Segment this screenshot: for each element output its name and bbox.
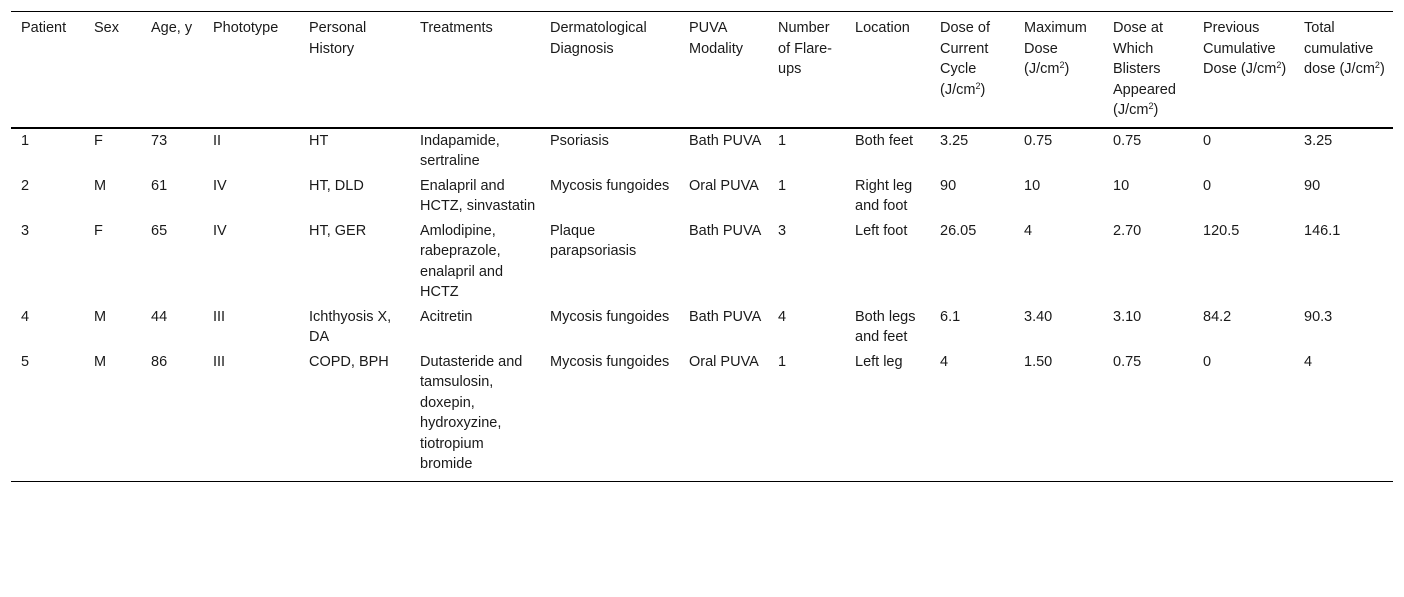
column-header xyxy=(299,12,410,128)
column-header-label: Maximum Dose (J/cm xyxy=(1024,20,1087,77)
column-header xyxy=(203,12,299,128)
column-header-label: Total cumulative dose (J/cm xyxy=(1304,20,1375,77)
table-row xyxy=(11,350,1393,482)
column-header xyxy=(679,12,768,128)
table-cell: 4 xyxy=(1024,222,1033,239)
column-header xyxy=(1103,12,1193,128)
column-header xyxy=(540,12,679,128)
column-header-label: PUVA Modality xyxy=(689,20,743,57)
table-body xyxy=(11,128,1393,482)
column-header-label: Dermatological Diagnosis xyxy=(550,20,647,57)
table-cell: 1 xyxy=(21,132,30,149)
table-cell: 90 xyxy=(1304,177,1321,194)
column-header-label: Age, y xyxy=(151,20,193,36)
column-header xyxy=(1294,12,1393,128)
table-cell: HT, DLD xyxy=(309,177,364,194)
column-header xyxy=(11,12,84,128)
table-cell: 5 xyxy=(21,353,30,370)
table-cell: 3 xyxy=(778,222,787,239)
unit-exponent: 2 xyxy=(975,80,981,91)
table-cell: 3.40 xyxy=(1024,308,1053,325)
table-row xyxy=(11,128,1393,174)
column-header-label: Location xyxy=(855,20,910,36)
table-cell: Dutasteride and tamsulosin, doxepin, hydroxyzine, tiotropium bromide xyxy=(420,353,523,472)
table-cell: M xyxy=(94,308,107,325)
table-cell: 44 xyxy=(151,308,168,325)
table-cell: Bath PUVA xyxy=(689,222,762,239)
table-cell: F xyxy=(94,132,103,149)
unit-exponent: 2 xyxy=(1276,60,1282,70)
table-cell: F xyxy=(94,222,103,239)
table-cell: 90.3 xyxy=(1304,308,1333,325)
table-row xyxy=(11,174,1393,219)
column-header xyxy=(1014,12,1103,128)
table-cell: 3.25 xyxy=(1304,132,1333,149)
column-header-label: Number of Flare-ups xyxy=(778,20,832,77)
table-cell: 2.70 xyxy=(1113,222,1142,239)
unit-suffix: ) xyxy=(1064,61,1070,77)
table-cell: Psoriasis xyxy=(550,132,609,149)
table-cell: 120.5 xyxy=(1203,222,1240,239)
column-header-label: Patient xyxy=(21,20,67,36)
table-cell: III xyxy=(213,353,226,370)
table-cell: 4 xyxy=(940,353,949,370)
table-cell: 1.50 xyxy=(1024,353,1053,370)
table-cell: Plaque parapsoriasis xyxy=(550,222,637,259)
table-cell: 1 xyxy=(778,177,787,194)
table-cell: 0 xyxy=(1203,177,1212,194)
table-cell: Oral PUVA xyxy=(689,353,759,370)
table-cell: 146.1 xyxy=(1304,222,1341,239)
unit-suffix: ) xyxy=(1153,102,1159,118)
column-header xyxy=(845,12,930,128)
table-cell: 4 xyxy=(778,308,787,325)
table-cell: 0.75 xyxy=(1024,132,1053,149)
table-cell: 4 xyxy=(21,308,30,325)
table-cell: 61 xyxy=(151,177,168,194)
column-header-label: Treatments xyxy=(420,20,493,36)
column-header xyxy=(410,12,540,128)
table-cell: 1 xyxy=(778,132,787,149)
unit-exponent: 2 xyxy=(1059,60,1065,70)
table-cell: Amlodipine, rabeprazole, enalapril and HCTZ xyxy=(420,222,504,300)
table-cell: Mycosis fungoides xyxy=(550,308,670,325)
table-cell: Acitretin xyxy=(420,308,473,325)
table-cell: 73 xyxy=(151,132,168,149)
column-header-label: Dose of Current Cycle (J/cm xyxy=(940,20,990,98)
column-header-label: Dose at Which Blisters Appeared (J/cm xyxy=(1113,20,1176,118)
unit-suffix: ) xyxy=(1281,61,1287,77)
table-cell: Mycosis fungoides xyxy=(550,177,670,194)
table-cell: Left foot xyxy=(855,222,908,239)
unit-suffix: ) xyxy=(980,81,986,98)
table-cell: Oral PUVA xyxy=(689,177,759,194)
table-cell: 90 xyxy=(940,177,957,194)
column-header-label: Previous Cumulative Dose (J/cm xyxy=(1203,20,1277,77)
column-header xyxy=(768,12,845,128)
table-row xyxy=(11,305,1393,350)
table-cell: COPD, BPH xyxy=(309,353,389,370)
table-cell: Indapamide, sertraline xyxy=(420,132,500,169)
table-cell: II xyxy=(213,132,222,149)
table-cell: 2 xyxy=(21,177,30,194)
unit-exponent: 2 xyxy=(1148,101,1154,111)
table-cell: Left leg xyxy=(855,353,903,370)
table-cell: 6.1 xyxy=(940,308,961,325)
table-cell: HT xyxy=(309,132,329,149)
table-cell: 3.10 xyxy=(1113,308,1142,325)
table-cell: Bath PUVA xyxy=(689,132,762,149)
table-cell: Bath PUVA xyxy=(689,308,762,325)
table-cell: 86 xyxy=(151,353,168,370)
table-cell: M xyxy=(94,353,107,370)
table-cell: 0.75 xyxy=(1113,353,1142,370)
column-header xyxy=(141,12,203,128)
table-cell: Enalapril and HCTZ, sinvastatin xyxy=(420,177,536,214)
table-cell: Right leg and foot xyxy=(855,177,913,214)
table-cell: 26.05 xyxy=(940,222,977,239)
table-cell: 65 xyxy=(151,222,168,239)
column-header-label: Phototype xyxy=(213,20,279,36)
column-header xyxy=(84,12,141,128)
table-cell: HT, GER xyxy=(309,222,367,239)
table-cell: 10 xyxy=(1113,177,1130,194)
column-header xyxy=(930,12,1014,128)
table-cell: IV xyxy=(213,222,227,239)
table-header-row xyxy=(11,12,1393,128)
column-header xyxy=(1193,12,1294,128)
unit-exponent: 2 xyxy=(1374,60,1380,70)
table-cell: 10 xyxy=(1024,177,1041,194)
table-cell: 3 xyxy=(21,222,30,239)
patient-characteristics-table xyxy=(11,11,1393,482)
column-header-label: Personal History xyxy=(309,20,367,57)
table-cell: 0.75 xyxy=(1113,132,1142,149)
table-cell: Both legs and feet xyxy=(855,308,916,345)
table-cell: Mycosis fungoides xyxy=(550,353,670,370)
table-cell: 3.25 xyxy=(940,132,969,149)
table-cell: Ichthyosis X, DA xyxy=(309,308,392,345)
table-cell: Both feet xyxy=(855,132,914,149)
table-cell: IV xyxy=(213,177,227,194)
table-row xyxy=(11,219,1393,305)
table-cell: 0 xyxy=(1203,353,1212,370)
column-header-label: Sex xyxy=(94,20,119,36)
patient-table-container xyxy=(11,11,1393,482)
table-cell: 1 xyxy=(778,353,787,370)
table-cell: M xyxy=(94,177,107,194)
unit-suffix: ) xyxy=(1379,61,1385,77)
table-cell: 84.2 xyxy=(1203,308,1232,325)
table-cell: 4 xyxy=(1304,353,1313,370)
table-cell: III xyxy=(213,308,226,325)
table-cell: 0 xyxy=(1203,132,1212,149)
